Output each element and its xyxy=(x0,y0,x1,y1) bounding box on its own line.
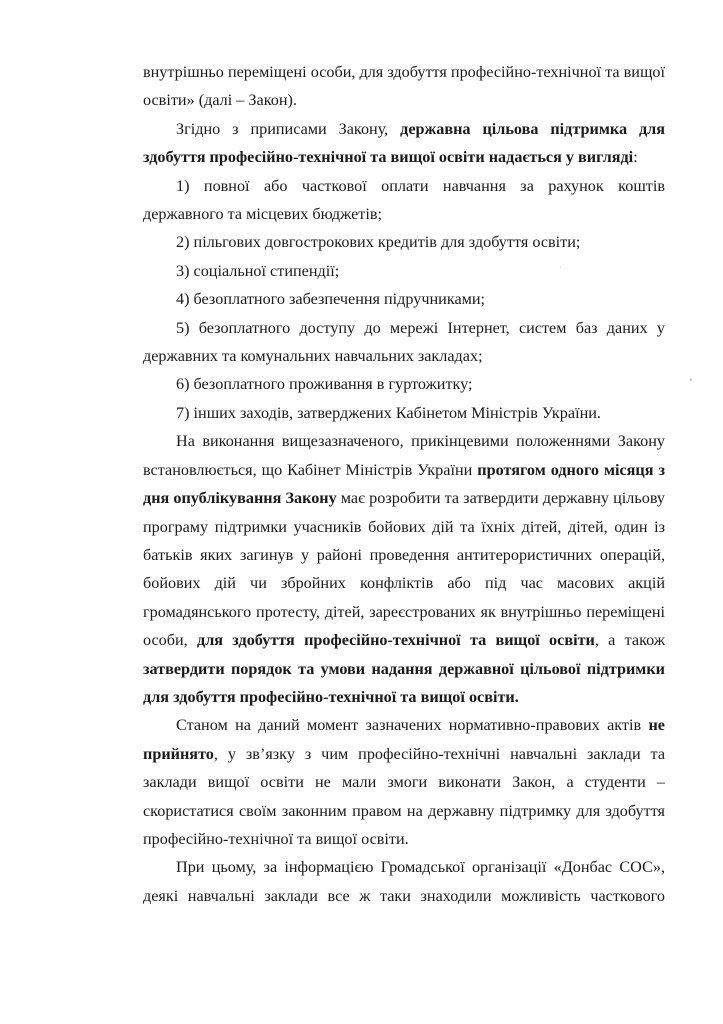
paragraph-support-forms xyxy=(143,115,665,172)
text-segment: Згідно з приписами Закону, xyxy=(176,119,401,138)
scan-speck xyxy=(690,378,692,381)
text-segment: При цьому, за інформацією Громадської організації «Донбас СОС», деякі навчальні заклади все ж таки знаходили можливість часткового xyxy=(143,858,665,905)
list-item: 1) повної або часткової оплати навчання за рахунок коштів державного та місцевих бюджетів; xyxy=(143,176,665,224)
text-segment: має розробити та затвердити державну цільову програму підтримки учасників бойових дій та їхніх дітей, дітей, один із батьків яких загинув у районі проведення антитерористичних операцій, бойових дій чи збройних конфліктів або під час масових акцій громадянського протесту, дітей, зареєстрованих як внутрішньо переміщені особи, xyxy=(143,489,666,650)
list-item: 7) інших заходів, затверджених Кабінетом Міністрів України. xyxy=(176,403,601,422)
list-item: 5) безоплатного доступу до мережі Інтернет, систем баз даних у державних та комунальних навчальних закладах; xyxy=(143,318,665,366)
text-segment: внутрішньо переміщені особи, для здобуття професійно-технічної та вищої освіти» (далі – Закон). xyxy=(143,63,665,110)
list-item: 2) пільгових довгострокових кредитів для здобуття освіти; xyxy=(176,233,581,252)
list-item: 6) безоплатного проживання в гуртожитку; xyxy=(176,375,473,394)
text-segment: , а також xyxy=(594,631,665,650)
paragraph-donbas-sos xyxy=(143,853,665,910)
text-segment: Станом на даний момент зазначених нормативно-правових актів xyxy=(176,716,649,735)
list-item: 4) безоплатного забезпечення підручниками; xyxy=(176,290,486,309)
text-segment: На виконання вищезазначеного, прикінцевими положеннями Закону встановлюється, що Кабінет Міністрів України xyxy=(143,432,665,479)
list-item: 3) соціальної стипендії; xyxy=(176,261,340,280)
support-forms-list xyxy=(143,172,665,428)
bold-text-segment: не прийнято xyxy=(143,716,665,763)
bold-text-segment: затвердити порядок та умови надання державної цільової підтримки для здобуття професійно-технічної та вищої освіти. xyxy=(143,659,665,706)
paragraph-continuation xyxy=(143,58,665,115)
bold-text-segment: для здобуття професійно-технічної та вищої освіти xyxy=(197,631,595,650)
bold-text-segment: протягом одного місяця з дня опублікування Закону xyxy=(143,460,666,508)
bold-text-segment: державна цільова підтримка для здобуття професійно-технічної та вищої освіти надається у вигляді xyxy=(143,119,665,167)
scan-speck xyxy=(560,267,561,268)
text-segment: : xyxy=(633,148,638,167)
paragraph-not-adopted xyxy=(143,711,665,853)
text-segment: , у зв’язку з чим професійно-технічні навчальні заклади та заклади вищої освіти не мали змоги виконати Закон, а студенти – скористатися своїм законним правом на державну підтримку для здобуття професійно-технічної та вищої освіти. xyxy=(143,744,665,848)
document-page xyxy=(143,58,665,910)
paragraph-cabinet-obligation xyxy=(143,427,665,711)
